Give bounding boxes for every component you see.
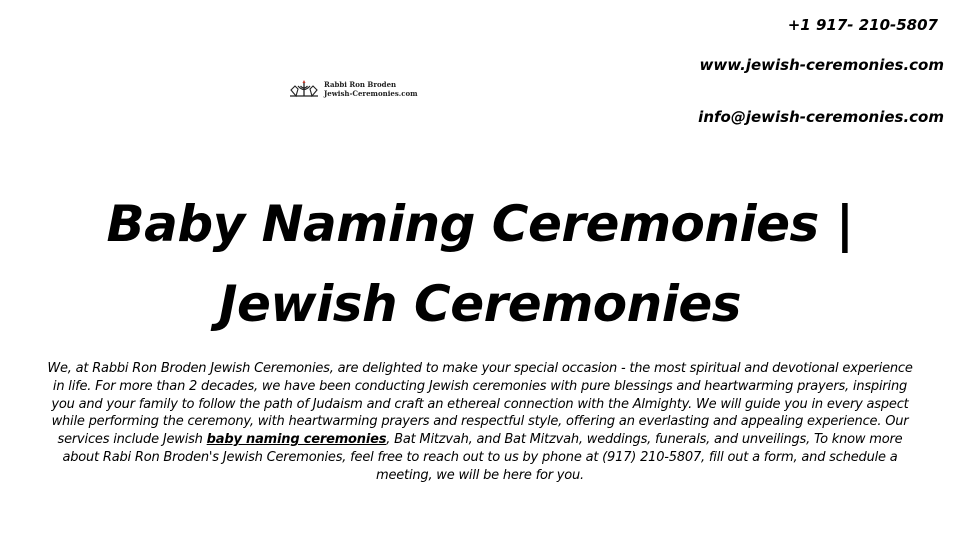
email-link[interactable]: info@jewish-ceremonies.com [698,108,944,126]
page-title [0,184,960,344]
logo-line-2: Jewish-Ceremonies.com [324,89,418,98]
body-paragraph [40,360,920,485]
body-text-end: , Bat Mitzvah, and Bat Mitzvah, weddings, funerals, and unveilings, To know more about Rabi Ron Broden's Jewish Ceremonies, feel free to reach out to us by phone at (917) 210-5807, fill out a form, and schedule a meeting, we will be here for you. [62,432,903,483]
logo-text [324,80,418,98]
title-line-2: Jewish Ceremonies [218,275,742,333]
logo-line-1: Rabbi Ron Broden [324,80,397,89]
title-line-1: Baby Naming Ceremonies | [106,195,854,253]
baby-naming-ceremonies-link[interactable]: baby naming ceremonies [206,432,387,448]
website-link[interactable]: www.jewish-ceremonies.com [699,56,944,74]
body-text-start: We, at Rabbi Ron Broden Jewish Ceremonies, are delighted to make your special occasion - the most spiritual and devotional experience in life. For more than 2 decades, we have been conducting Jewish ceremonies with pure blessings and heartwarming prayers, inspiring you and your family to follow the path of Judaism and craft an ethereal connection with the Almighty. We will guide you in every aspect while performing the ceremony, with heartwarming prayers and respectful style, offering an everlasting and appealing experience. Our services include Jewish [47,361,913,448]
phone-number[interactable]: +1 917- 210-5807 [787,16,938,34]
menorah-hands-icon [289,78,319,100]
logo [289,78,418,100]
